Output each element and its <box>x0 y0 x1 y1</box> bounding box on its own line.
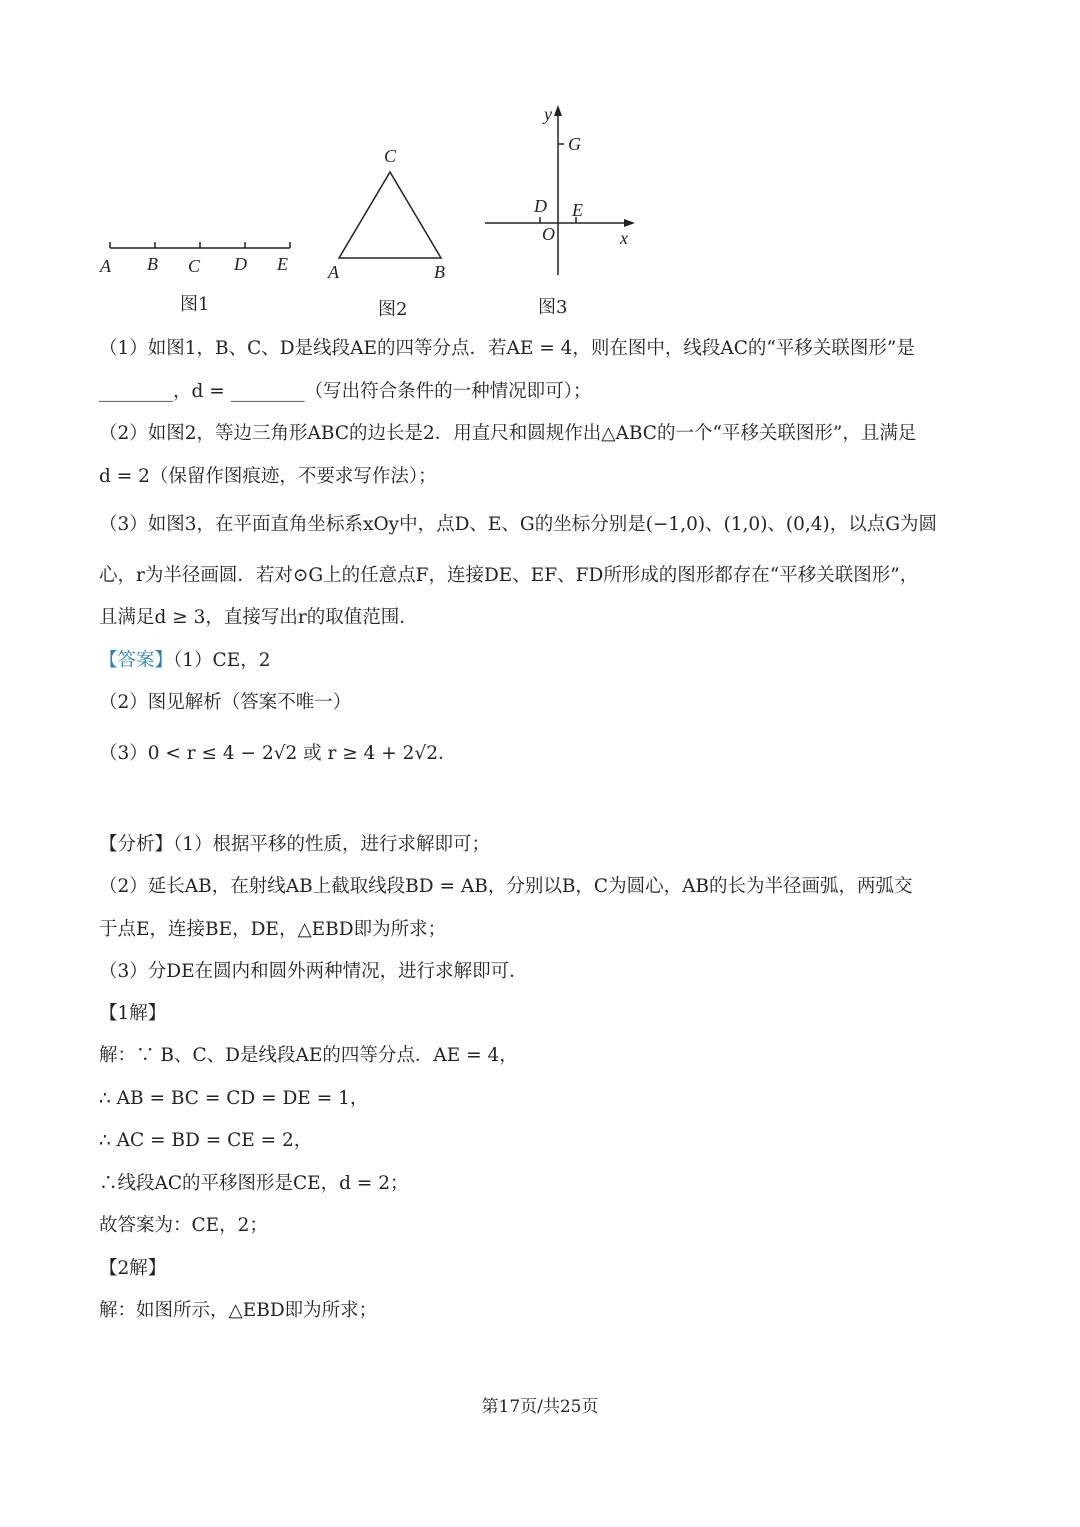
figure-1-caption: 图1 <box>180 294 210 315</box>
label-o: O <box>542 224 555 244</box>
figure-2-caption: 图2 <box>378 299 408 320</box>
analysis-line: 【分析】（1）根据平移的性质，进行求解即可； <box>99 834 491 855</box>
figure-3 <box>480 100 650 285</box>
figure-1 <box>95 230 305 280</box>
label-a: A <box>328 262 339 282</box>
solution-line: ∴ AB = BC = CD = DE = 1， <box>99 1088 369 1109</box>
label-c: C <box>188 256 201 276</box>
question-line: ________，d = ________（写出符合条件的一种情况即可）； <box>99 381 592 402</box>
label-d: D <box>534 196 547 216</box>
label-a: A <box>100 256 111 276</box>
answer-3: （3）0 < r ≤ 4 − 2√2 或 r ≥ 4 + 2√2． <box>99 743 457 764</box>
solution-line: 解：∵ B、C、D是线段AE的四等分点．AE = 4， <box>99 1045 518 1066</box>
question-line: d = 2（保留作图痕迹，不要求写作法）； <box>99 466 437 487</box>
label-d: D <box>234 254 247 274</box>
question-line: 心，r为半径画圆．若对⊙G上的任意点F，连接DE、EF、FD所形成的图形都存在“平移关联图形”， <box>99 565 919 586</box>
question-line: 且满足d ≥ 3，直接写出r的取值范围． <box>99 607 418 628</box>
label-b: B <box>147 254 158 274</box>
label-y: y <box>544 104 552 124</box>
solution-line: 故答案为：CE，2； <box>99 1215 268 1236</box>
question-line: （2）如图2，等边三角形ABC的边长是2．用直尺和圆规作出△ABC的一个“平移关联图形”，且满足 <box>99 423 917 444</box>
solution-line: ∴线段AC的平移图形是CE，d = 2； <box>99 1173 409 1194</box>
answer-2: （2）图见解析（答案不唯一） <box>99 692 352 713</box>
figure-3-caption: 图3 <box>538 297 568 318</box>
answer-line-1 <box>99 649 270 673</box>
label-e: E <box>277 254 288 274</box>
label-e: E <box>572 200 583 220</box>
solution-line: 解：如图所示，△EBD即为所求； <box>99 1300 378 1321</box>
solution-line: ∴ AC = BD = CE = 2， <box>99 1130 313 1151</box>
question-line: （3）如图3，在平面直角坐标系xOy中，点D、E、G的坐标分别是(−1,0)、(1,0)、(0,4)，以点G为圆 <box>99 514 938 535</box>
analysis-line: （2）延长AB，在射线AB上截取线段BD = AB，分别以B，C为圆心，AB的长为半径画弧，两弧交 <box>99 876 913 897</box>
label-x: x <box>620 228 628 248</box>
answer-1: （1）CE，2 <box>173 650 271 671</box>
analysis-line: （3）分DE在圆内和圆外两种情况，进行求解即可． <box>99 961 528 982</box>
solution-line: 【2解】 <box>99 1258 167 1279</box>
question-line: （1）如图1，B、C、D是线段AE的四等分点．若AE = 4，则在图中，线段AC的“平移关联图形”是 <box>99 338 915 359</box>
solution-line: 【1解】 <box>99 1003 167 1024</box>
label-b: B <box>434 262 445 282</box>
analysis-line: 于点E，连接BE，DE，△EBD即为所求； <box>99 919 447 940</box>
label-g: G <box>568 134 581 154</box>
answer-tag: 【答案】 <box>99 650 174 671</box>
page-number: 第17页/共25页 <box>481 1397 599 1417</box>
label-c: C <box>384 146 397 166</box>
figure-2 <box>320 140 460 290</box>
